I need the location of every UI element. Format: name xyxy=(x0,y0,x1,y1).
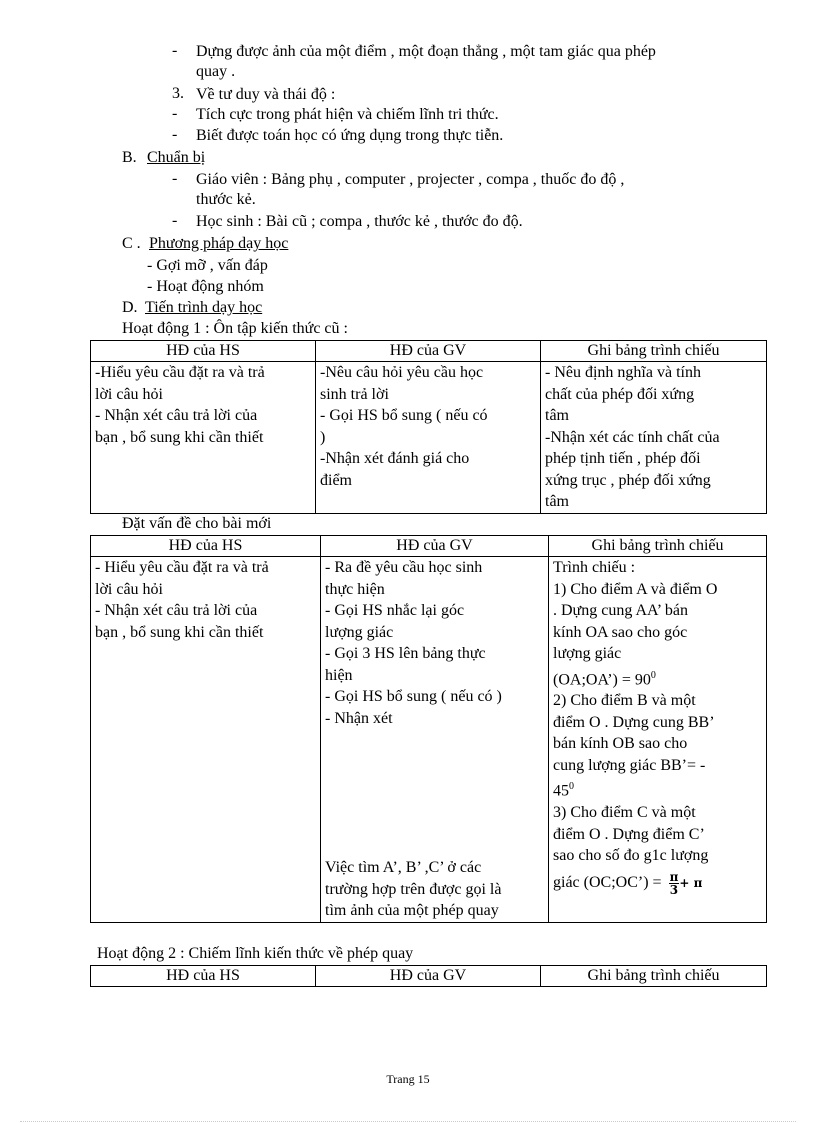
list-marker: - xyxy=(172,105,178,122)
header-hs: HĐ của HS xyxy=(91,341,316,362)
page-number: Trang 15 xyxy=(386,1072,430,1086)
list-item-text: Biết được toán học có ứng dụng trong thực tiễn. xyxy=(196,127,504,144)
header-ghi-bang: Ghi bảng trình chiếu xyxy=(549,536,767,557)
section-d-title: Tiến trình dạy học xyxy=(145,299,263,316)
list-marker: - xyxy=(172,126,178,143)
cell-hs: - Hiểu yêu cầu đặt ra và trả lời câu hỏi - Nhận xét câu trả lời của bạn , bổ sung khi cần thiết xyxy=(91,557,321,923)
list-marker: - xyxy=(172,212,178,229)
angle-1: (OA;OA’) = $90^0$ xyxy=(553,669,656,688)
table-header-row xyxy=(91,966,767,987)
cell-ghi-bang: Trình chiếu : 1) Cho điểm A và điểm O . Dựng cung AA’ bán kính OA sao cho góc lượng giác (OA;OA’) = $90^0$ 2) Cho điểm B và một điểm O . Dựng cung BB’ bán kính OB sao cho cung lượng giác BB’= - $45^0$ 3) Cho điểm C và một điểm O . Dựng điểm C’ sao cho số đo g1c lượng giác (OC;OC’) = $\frac{\pi}{3}$ + π xyxy=(549,557,767,923)
list-item-text: thước kẻ. xyxy=(196,191,256,208)
header-ghi-bang: Ghi bảng trình chiếu xyxy=(541,966,767,987)
cell-gv: - Ra đề yêu cầu học sinh thực hiện - Gọi HS nhắc lại góc lượng giác - Gọi 3 HS lên bảng thực hiện - Gọi HS bổ sung ( nếu có ) - Nhận xét Việc tìm A’, B’ ,C’ ở các trường hợp trên được gọi là tìm ảnh của một phép quay xyxy=(321,557,549,923)
list-marker: - xyxy=(172,170,178,187)
header-hs: HĐ của HS xyxy=(91,536,321,557)
section-b-marker: B. xyxy=(122,149,137,166)
cell-ghi-bang: - Nêu định nghĩa và tính chất của phép đối xứng tâm -Nhận xét các tính chất của phép tịnh tiến , phép đối xứng trục , phép đối xứng tâm xyxy=(541,362,767,514)
gv-conclusion: Việc tìm A’, B’ ,C’ ở các trường hợp trên được gọi là tìm ảnh của một phép quay xyxy=(325,859,502,919)
problem-title: Đặt vấn đề cho bài mới xyxy=(122,515,272,532)
list-item-text: - Gợi mỡ , vấn đáp xyxy=(147,257,268,274)
table-header-row xyxy=(91,341,767,362)
header-hs: HĐ của HS xyxy=(91,966,316,987)
page-divider xyxy=(20,1121,796,1122)
table-row xyxy=(91,557,767,923)
header-gv: HĐ của GV xyxy=(321,536,549,557)
section-b-title: Chuẩn bị xyxy=(147,149,206,166)
cell-hs: -Hiểu yêu cầu đặt ra và trả lời câu hỏi - Nhận xét câu trả lời của bạn , bổ sung khi cần thiết xyxy=(91,362,316,514)
list-item-text: Học sinh : Bài cũ ; compa , thước kẻ , thước đo độ. xyxy=(196,213,523,230)
header-ghi-bang: Ghi bảng trình chiếu xyxy=(541,341,767,362)
table-activity-1 xyxy=(90,340,767,514)
list-item-text: Dựng được ảnh của một điểm , một đoạn thẳng , một tam giác qua phép xyxy=(196,43,656,60)
angle-formula: giác (OC;OC’) = $\frac{\pi}{3}$ + π xyxy=(553,869,703,897)
table-problem xyxy=(90,535,767,923)
table-activity-2 xyxy=(90,965,767,987)
list-item-text: Giáo viên : Bảng phụ , computer , projecter , compa , thuốc đo độ , xyxy=(196,171,625,188)
list-item-text: Tích cực trong phát hiện và chiếm lĩnh tri thức. xyxy=(196,106,499,123)
list-item-text: Về tư duy và thái độ : xyxy=(196,86,336,103)
angle-2: $45^0$ xyxy=(553,781,574,800)
table-header-row xyxy=(91,536,767,557)
header-gv: HĐ của GV xyxy=(316,341,541,362)
activity-2-title: Hoạt động 2 : Chiếm lĩnh kiến thức về phép quay xyxy=(97,945,414,962)
list-item-text: quay . xyxy=(196,63,236,80)
header-gv: HĐ của GV xyxy=(316,966,541,987)
table-row xyxy=(91,362,767,514)
section-c-marker: C . xyxy=(122,235,141,252)
list-item-text: - Hoạt động nhóm xyxy=(147,278,264,295)
cell-gv: -Nêu câu hỏi yêu cầu học sinh trả lời - Gọi HS bổ sung ( nếu có ) -Nhận xét đánh giá cho điểm xyxy=(316,362,541,514)
list-marker: 3. xyxy=(172,85,184,102)
fraction-pi-over-3: $\frac{\pi}{3}$ xyxy=(669,869,679,897)
list-marker: - xyxy=(172,42,178,59)
activity-1-title: Hoạt động 1 : Ôn tập kiến thức cũ : xyxy=(122,320,348,337)
section-c-title: Phương pháp dạy học xyxy=(149,235,289,252)
section-d-marker: D. xyxy=(122,299,138,316)
